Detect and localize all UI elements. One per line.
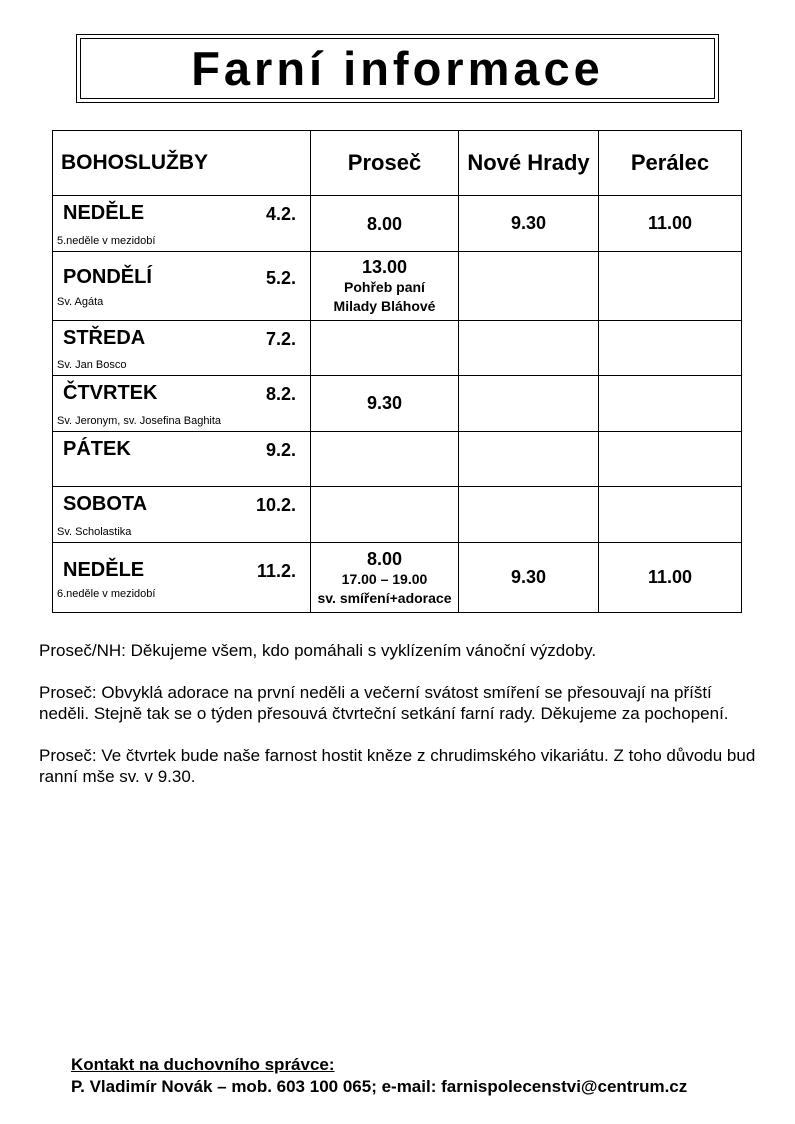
prosec-note-2: Milady Bláhové: [333, 298, 436, 314]
table-row: [53, 487, 742, 543]
peralec-cell: [599, 376, 742, 432]
peralec-cell: [599, 252, 742, 321]
header-prosec: Proseč: [311, 131, 459, 196]
peralec-cell: [599, 487, 742, 543]
day-cell: [53, 543, 311, 613]
prosec-cell: 9.30: [311, 376, 459, 432]
announcement-3: Proseč: Ve čtvrtek bude naše farnost hostit kněze z chrudimského vikariátu. Z toho důvodu bud ranní mše sv. v 9.30.: [39, 746, 756, 786]
title-frame: [76, 34, 719, 103]
prosec-note-2: sv. smíření+adorace: [317, 589, 452, 606]
peralec-cell: [599, 432, 742, 487]
table-row: [53, 376, 742, 432]
day-date: 7.2.: [265, 329, 296, 349]
prosec-note-1: Pohřeb paní: [344, 279, 425, 295]
day-note: Sv. Agáta: [57, 296, 104, 308]
day-date: 9.2.: [265, 440, 296, 460]
prosec-cell: [311, 321, 459, 376]
prosec-time: 8.00: [366, 213, 403, 234]
prosec-cell: [311, 196, 459, 252]
day-note: Sv. Jan Bosco: [57, 359, 127, 371]
table-header-row: [53, 131, 742, 196]
day-name: ČTVRTEK: [63, 382, 158, 404]
nove-hrady-cell: [459, 376, 599, 432]
announcement-1: Proseč/NH: Děkujeme všem, kdo pomáhali s vyklízením vánoční výzdoby.: [39, 641, 597, 660]
day-cell: [53, 196, 311, 252]
day-date: 4.2.: [265, 204, 296, 224]
prosec-cell: [311, 543, 459, 613]
day-note: Sv. Jeronym, sv. Josefina Baghita: [57, 415, 222, 427]
contact-heading: Kontakt na duchovního správce:: [71, 1055, 335, 1074]
day-cell: [53, 432, 311, 487]
header-nove-hrady: Nové Hrady: [459, 131, 599, 196]
prosec-time: 13.00: [361, 257, 408, 277]
day-date: 10.2.: [255, 495, 296, 515]
day-cell: [53, 487, 311, 543]
schedule-table: [52, 130, 742, 613]
day-date: 11.2.: [256, 561, 296, 581]
day-cell: [53, 252, 311, 321]
day-name: PÁTEK: [63, 438, 131, 460]
prosec-cell: [311, 252, 459, 321]
day-name: SOBOTA: [63, 493, 148, 515]
nove-hrady-cell: [459, 321, 599, 376]
day-cell: [53, 376, 311, 432]
prosec-cell: [311, 432, 459, 487]
day-note: Sv. Scholastika: [57, 526, 132, 538]
day-date: 5.2.: [265, 268, 296, 288]
day-name: PONDĚLÍ: [63, 266, 152, 288]
page-title: Farní informace: [80, 38, 715, 99]
prosec-note-1: 17.00 – 19.00: [341, 570, 428, 587]
table-row: [53, 543, 742, 613]
table-row: [53, 432, 742, 487]
day-note: 5.neděle v mezidobí: [57, 235, 156, 247]
peralec-cell: [599, 321, 742, 376]
prosec-time: 8.00: [366, 548, 403, 569]
announcement-2: Proseč: Obvyklá adorace na první neděli a večerní svátost smíření se přesouvají na příští neděli. Stejně tak se o týden přesouvá čtvrteční setkání farní rady. Děkujeme za pochopení.: [39, 683, 729, 723]
header-services: BOHOSLUŽBY: [53, 131, 311, 196]
nove-hrady-cell: 9.30: [459, 196, 599, 252]
day-date: 8.2.: [265, 384, 296, 404]
nove-hrady-cell: [459, 252, 599, 321]
day-name: NEDĚLE: [63, 202, 145, 224]
nove-hrady-cell: 9.30: [459, 543, 599, 613]
peralec-cell: 11.00: [599, 543, 742, 613]
contact-line: P. Vladimír Novák – mob. 603 100 065; e-mail: farnispolecenstvi@centrum.cz: [71, 1077, 688, 1096]
table-row: [53, 252, 742, 321]
day-cell: [53, 321, 311, 376]
peralec-cell: 11.00: [599, 196, 742, 252]
announcements: [39, 640, 759, 808]
table-row: [53, 321, 742, 376]
contact-block: [71, 1054, 687, 1098]
day-name: NEDĚLE: [63, 559, 145, 581]
nove-hrady-cell: [459, 487, 599, 543]
day-note: 6.neděle v mezidobí: [57, 588, 156, 600]
header-peralec: Perálec: [599, 131, 742, 196]
day-name: STŘEDA: [63, 327, 146, 349]
nove-hrady-cell: [459, 432, 599, 487]
table-row: [53, 196, 742, 252]
prosec-cell: [311, 487, 459, 543]
